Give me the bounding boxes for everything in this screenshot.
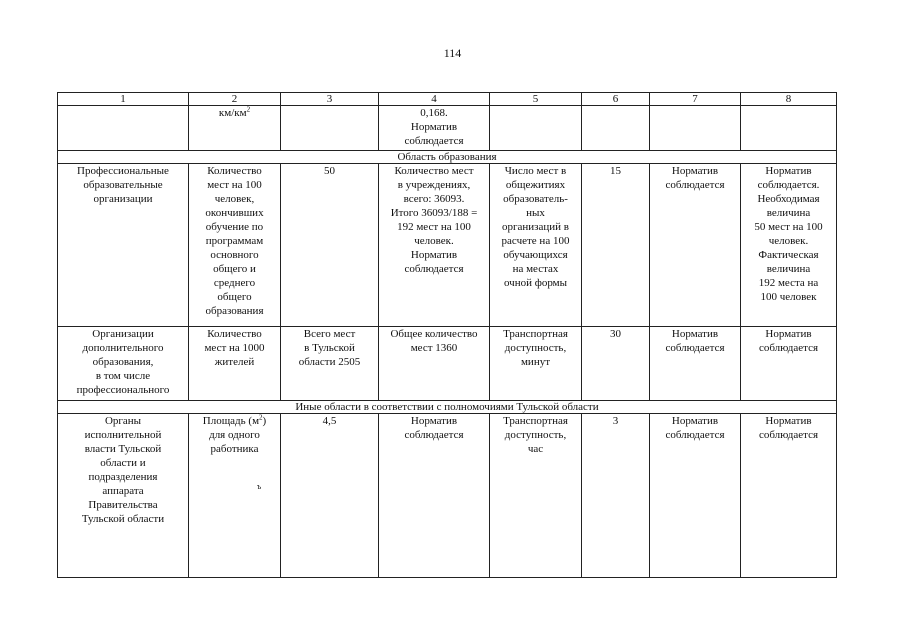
header-cell: 2: [189, 93, 281, 106]
table-cell: [490, 106, 582, 151]
table-cell: [189, 106, 281, 151]
table-cell: 30: [582, 327, 650, 401]
header-row: [58, 93, 837, 106]
header-cell: 3: [281, 93, 379, 106]
table-cell: [741, 106, 837, 151]
header-cell: 7: [650, 93, 741, 106]
table-cell: Общее количество мест 1360: [379, 327, 490, 401]
section-title: Иные области в соответствии с полномочиями Тульской области: [58, 401, 837, 414]
unit-superscript: 2: [246, 105, 251, 114]
table-cell: Профессиональные образовательные организации: [58, 164, 189, 327]
section-row: [58, 151, 837, 164]
header-cell: 8: [741, 93, 837, 106]
area-label-rest: ) для одного работника: [209, 415, 267, 455]
table-cell: Количество мест в учреждениях, всего: 36093. Итого 36093/188 = 192 мест на 100 человек. Норматив соблюдается: [379, 164, 490, 327]
page-number: 114: [443, 46, 462, 60]
table-cell: Транспортная доступность, час: [490, 414, 582, 578]
table-row: [58, 414, 837, 578]
table-cell: Число мест в общежитиях образователь- ных организаций в расчете на 100 обучающихся на местах очной формы: [490, 164, 582, 327]
section-row: [58, 401, 837, 414]
table-cell: 3: [582, 414, 650, 578]
table-cell: Норматив соблюдается: [650, 164, 741, 327]
table-cell: Количество мест на 1000 жителей: [189, 327, 281, 401]
table-row: [58, 327, 837, 401]
table-cell: Норматив соблюдается: [650, 327, 741, 401]
header-cell: 4: [379, 93, 490, 106]
stray-mark: ъ: [257, 482, 262, 491]
unit-text: км/км: [218, 107, 247, 119]
area-label: Площадь (м: [202, 415, 260, 427]
table-cell: [189, 414, 281, 578]
header-cell: 5: [490, 93, 582, 106]
table-cell: 4,5: [281, 414, 379, 578]
table-cell: Органы исполнительной власти Тульской области и подразделения аппарата Правительства Тульской области: [58, 414, 189, 578]
table-cell: [582, 106, 650, 151]
area-superscript: 2: [259, 413, 263, 422]
norms-table: [57, 92, 837, 578]
section-title: Область образования: [58, 151, 837, 164]
table-cell: 15: [582, 164, 650, 327]
table-cell: Транспортная доступность, минут: [490, 327, 582, 401]
table-cell: Норматив соблюдается: [741, 414, 837, 578]
table-cell: Количество мест на 100 человек, окончивших обучение по программам основного общего и среднего общего образования: [189, 164, 281, 327]
table-cell: 50: [281, 164, 379, 327]
table-row: [58, 106, 837, 151]
table-cell: 0,168. Норматив соблюдается: [379, 106, 490, 151]
table-cell: [650, 106, 741, 151]
table-cell: Норматив соблюдается: [379, 414, 490, 578]
table-cell: [281, 106, 379, 151]
table-row: [58, 164, 837, 327]
table-cell: Организации дополнительного образования, в том числе профессионального: [58, 327, 189, 401]
header-cell: 1: [58, 93, 189, 106]
table-cell: Норматив соблюдается. Необходимая величина 50 мест на 100 человек. Фактическая величина 192 места на 100 человек: [741, 164, 837, 327]
table-cell: [58, 106, 189, 151]
table-cell: Всего мест в Тульской области 2505: [281, 327, 379, 401]
header-cell: 6: [582, 93, 650, 106]
table-cell: Норматив соблюдается: [741, 327, 837, 401]
table-cell: Норматив соблюдается: [650, 414, 741, 578]
